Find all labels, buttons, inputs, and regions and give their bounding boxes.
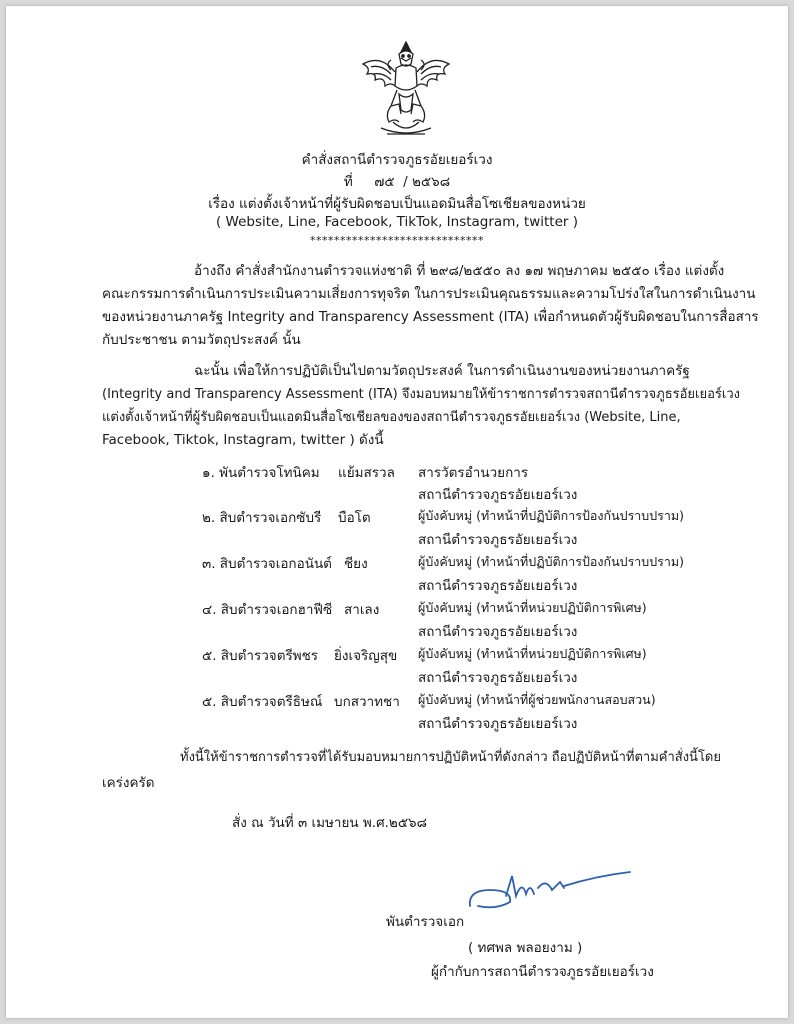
para2-line2: (Integrity and Transparency Assessment (ITA) จึงมอบหมายให้ข้าราชการตำรวจสถานีตำรวจภูธรอัยเยอร์เวง xyxy=(102,387,740,402)
officer-5-surname: ยิ่งเจริญสุข xyxy=(334,648,398,664)
date-line: สั่ง ณ วันที่ ๓ เมษายน พ.ศ.๒๕๖๘ xyxy=(232,815,428,831)
handwritten-signature-icon xyxy=(466,866,636,916)
officer-3-duty: ผู้บังคับหมู่ (ทำหน้าที่ปฏิบัติการป้องกันปราบปราม) xyxy=(418,554,685,569)
officer-2-surname: บือโต xyxy=(338,510,371,526)
para3-line2: เคร่งครัด xyxy=(102,775,155,791)
order-number: ที่ ๗๕ / ๒๕๖๘ xyxy=(343,174,451,190)
order-subject: เรื่อง แต่งตั้งเจ้าหน้าที่ผู้รับผิดชอบเป็นแอดมินสื่อโซเชียลของหน่วย xyxy=(208,196,586,212)
officer-1-station: สถานีตำรวจภูธรอัยเยอร์เวง xyxy=(418,487,578,503)
officer-1-duty: สารวัตรอำนวยการ xyxy=(418,465,529,481)
document-page xyxy=(6,6,788,1018)
para2-line1: ฉะนั้น เพื่อให้การปฏิบัติเป็นไปตามวัตถุประสงค์ ในการดำเนินงานของหน่วยงานภาครัฐ xyxy=(194,363,690,379)
officer-2-station: สถานีตำรวจภูธรอัยเยอร์เวง xyxy=(418,532,578,548)
officer-3-station: สถานีตำรวจภูธรอัยเยอร์เวง xyxy=(418,578,578,594)
para1-line1: อ้างถึง คำสั่งสำนักงานตำรวจแห่งชาติ ที่ ๒๙๘/๒๕๕๐ ลง ๑๗ พฤษภาคม ๒๕๕๐ เรื่อง แต่งตั้ง xyxy=(194,263,725,279)
para2-line3: แต่งตั้งเจ้าหน้าที่ผู้รับผิดชอบเป็นแอดมินสื่อโซเชียลของของสถานีตำรวจภูธรอัยเยอร์เวง (Website, Line, xyxy=(102,410,681,425)
officer-1-rank-name: ๑. พันตำรวจโทนิคม xyxy=(202,465,320,481)
officer-3-rank-name: ๓. สิบตำรวจเอกอนันต์ xyxy=(202,556,332,572)
officer-5-rank-name: ๕. สิบตำรวจตรีพชร xyxy=(202,648,319,664)
signer-position: ผู้กำกับการสถานีตำรวจภูธรอัยเยอร์เวง xyxy=(431,964,654,980)
officer-1-surname: แย้มสรวล xyxy=(338,465,395,481)
officer-6-duty: ผู้บังคับหมู่ (ทำหน้าที่ผู้ช่วยพนักงานสอบสวน) xyxy=(418,692,656,707)
officer-4-duty: ผู้บังคับหมู่ (ทำหน้าที่หน่วยปฏิบัติการพิเศษ) xyxy=(418,600,647,615)
officer-6-rank-name: ๕. สิบตำรวจตรีธิษณ์ xyxy=(202,694,323,710)
officer-4-station: สถานีตำรวจภูธรอัยเยอร์เวง xyxy=(418,624,578,640)
para1-line2: คณะกรรมการดำเนินการประเมินความเสี่ยงการทุจริต ในการประเมินคุณธรรมและความโปร่งใสในการดำเนินงาน xyxy=(102,286,756,302)
signer-rank: พันตำรวจเอก xyxy=(386,914,465,930)
garuda-emblem-icon xyxy=(351,34,461,144)
officer-6-station: สถานีตำรวจภูธรอัยเยอร์เวง xyxy=(418,716,578,732)
signer-name: ( ทศพล พลอยงาม ) xyxy=(468,940,583,956)
officer-6-surname: บกสวาทชา xyxy=(334,694,400,710)
platform-list: ( Website, Line, Facebook, TikTok, Instagram, twitter ) xyxy=(215,214,579,230)
officer-5-duty: ผู้บังคับหมู่ (ทำหน้าที่หน่วยปฏิบัติการพิเศษ) xyxy=(418,646,647,661)
para1-line3: ของหน่วยงานภาครัฐ Integrity and Transparency Assessment (ITA) เพื่อกำหนดตัวผู้รับผิดชอบในการสื่อสาร xyxy=(102,309,759,325)
para3-line1: ทั้งนี้ให้ข้าราชการตำรวจที่ได้รับมอบหมายการปฏิบัติหน้าที่ดังกล่าว ถือปฏิบัติหน้าที่ตามคำสั่งนี้โดย xyxy=(180,750,721,765)
divider-line: ***************************** xyxy=(310,234,484,247)
order-title: คำสั่งสถานีตำรวจภูธรอัยเยอร์เวง xyxy=(301,152,493,168)
officer-3-surname: ชียง xyxy=(344,556,368,572)
officer-5-station: สถานีตำรวจภูธรอัยเยอร์เวง xyxy=(418,670,578,686)
para2-line4: Facebook, Tiktok, Instagram, twitter ) ดังนี้ xyxy=(102,432,384,448)
officer-2-duty: ผู้บังคับหมู่ (ทำหน้าที่ปฏิบัติการป้องกันปราบปราม) xyxy=(418,508,685,523)
para1-line4: กับประชาชน ตามวัตถุประสงค์ นั้น xyxy=(102,332,301,348)
officer-4-surname: สาเลง xyxy=(344,602,380,618)
officer-2-rank-name: ๒. สิบตำรวจเอกซับรี xyxy=(202,510,322,526)
officer-4-rank-name: ๔. สิบตำรวจเอกฮาฟีซี xyxy=(202,602,333,618)
